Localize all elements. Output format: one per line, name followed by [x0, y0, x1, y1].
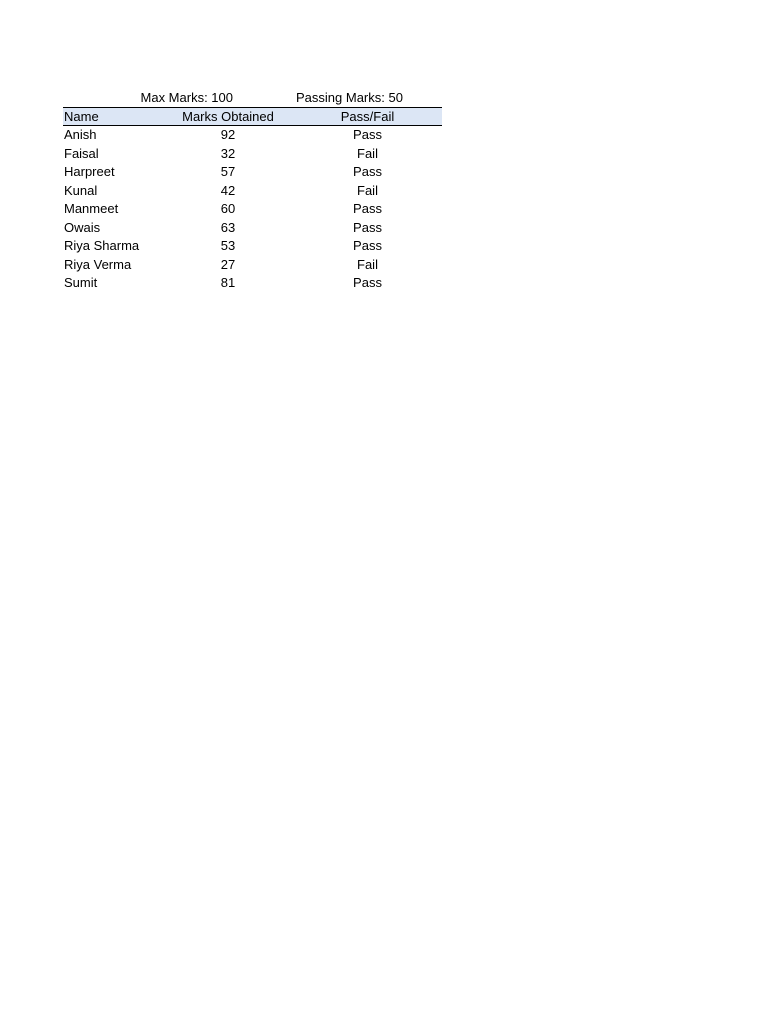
- result-cell[interactable]: Pass: [353, 164, 382, 179]
- marks-cell[interactable]: 81: [220, 275, 236, 290]
- result-cell[interactable]: Fail: [357, 182, 378, 198]
- table-row: [63, 200, 442, 219]
- table-row: [63, 145, 442, 164]
- marks-cell[interactable]: 92: [220, 127, 236, 142]
- table-header: [63, 107, 442, 126]
- marks-cell[interactable]: 53: [220, 238, 236, 253]
- result-cell[interactable]: Pass: [353, 201, 382, 216]
- max-marks-cell[interactable]: Max Marks: 100: [140, 90, 233, 105]
- name-cell[interactable]: Anish: [64, 127, 97, 142]
- table-row: [63, 237, 442, 256]
- marks-cell[interactable]: 32: [220, 145, 236, 161]
- name-cell[interactable]: Sumit: [64, 275, 98, 290]
- name-cell[interactable]: Riya Verma: [64, 256, 132, 272]
- name-cell[interactable]: Riya Sharma: [64, 238, 140, 253]
- result-cell[interactable]: Pass: [353, 127, 382, 142]
- marks-cell[interactable]: 60: [220, 201, 236, 216]
- result-cell[interactable]: Fail: [357, 145, 378, 161]
- header-marks-cell[interactable]: Marks Obtained: [182, 109, 274, 124]
- result-cell[interactable]: Pass: [353, 238, 382, 253]
- table-row: [63, 219, 442, 238]
- header-name-cell[interactable]: Name: [64, 109, 99, 124]
- header-result-cell[interactable]: Pass/Fail: [340, 109, 395, 124]
- passing-marks-cell[interactable]: Passing Marks: 50: [296, 90, 403, 105]
- marks-cell[interactable]: 27: [220, 256, 236, 272]
- result-cell[interactable]: Fail: [357, 256, 378, 272]
- table-row: [63, 163, 442, 182]
- name-cell[interactable]: Manmeet: [64, 201, 119, 216]
- table-row: [63, 182, 442, 201]
- info-row: [63, 88, 442, 107]
- result-cell[interactable]: Pass: [353, 275, 382, 290]
- result-cell[interactable]: Pass: [353, 219, 382, 235]
- marks-cell[interactable]: 42: [220, 182, 236, 198]
- name-cell[interactable]: Owais: [64, 219, 101, 235]
- name-cell[interactable]: Harpreet: [64, 164, 115, 179]
- marks-sheet: [63, 88, 442, 293]
- table-row: [63, 274, 442, 293]
- name-cell[interactable]: Kunal: [64, 182, 98, 198]
- marks-cell[interactable]: 63: [220, 219, 236, 235]
- marks-cell[interactable]: 57: [220, 164, 236, 179]
- table-row: [63, 256, 442, 275]
- name-cell[interactable]: Faisal: [64, 145, 99, 161]
- table-row: [63, 126, 442, 145]
